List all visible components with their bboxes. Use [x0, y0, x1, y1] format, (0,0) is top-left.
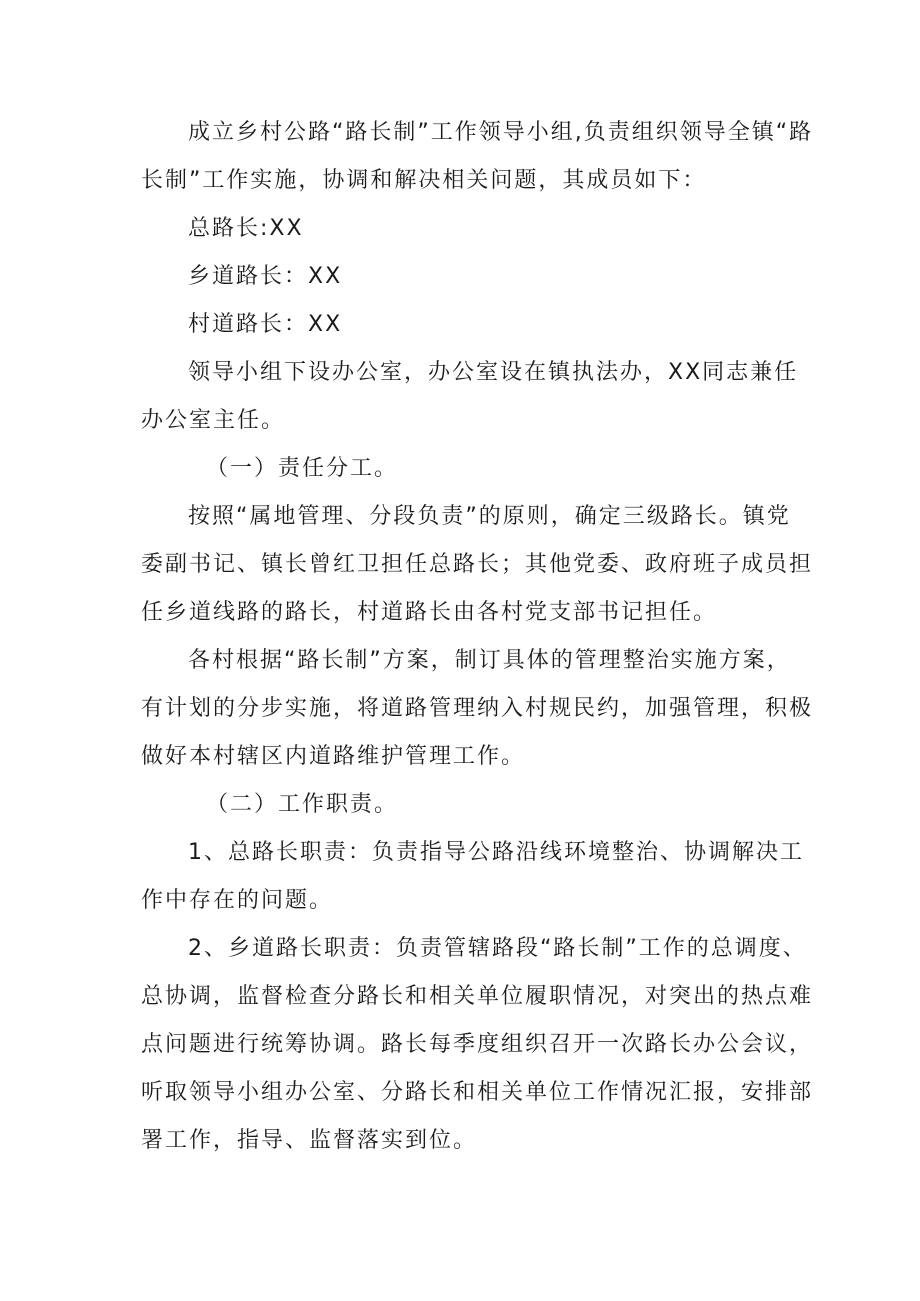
- division-line-3: 任乡道线路的路长，村道路长由各村党支部书记担任。: [141, 600, 718, 625]
- division-line-1: 按照“属地管理、分段负责”的原则，确定三级路长。镇党: [188, 504, 791, 529]
- duty-1-line-1: 1、总路长职责：负责指导公路沿线环境整治、协调解决工: [188, 840, 804, 865]
- office-line-1: 领导小组下设办公室，办公室设在镇执法办，XX同志兼任: [188, 360, 799, 385]
- section-heading-2: （二）工作职责。: [206, 792, 399, 817]
- village-plans-line-1: 各村根据“路长制”方案，制订具体的管理整治实施方案，: [188, 648, 791, 673]
- section-heading-1: （一）责任分工。: [206, 456, 399, 481]
- chief-road-chief-line: 总路长:XX: [188, 216, 304, 241]
- duty-2-line-5: 署工作，指导、监督落实到位。: [141, 1128, 478, 1153]
- duty-2-line-3: 点问题进行统筹协调。路长每季度组织召开一次路长办公会议，: [141, 1032, 814, 1057]
- duty-2-line-4: 听取领导小组办公室、分路长和相关单位工作情况汇报，安排部: [141, 1080, 814, 1105]
- village-road-chief-line: 村道路长：XX: [188, 312, 343, 337]
- duty-1-line-2: 作中存在的问题。: [141, 888, 334, 913]
- duty-2-line-1: 2、乡道路长职责：负责管辖路段“路长制”工作的总调度、: [188, 936, 807, 961]
- village-plans-line-3: 做好本村辖区内道路维护管理工作。: [141, 744, 526, 769]
- office-line-2: 办公室主任。: [141, 408, 286, 433]
- intro-line-2: 长制”工作实施，协调和解决相关问题，其成员如下：: [141, 168, 707, 193]
- intro-line-1: 成立乡村公路“路长制”工作领导小组,负责组织领导全镇“路: [188, 120, 814, 145]
- division-line-2: 委副书记、镇长曾红卫担任总路长；其他党委、政府班子成员担: [141, 552, 814, 577]
- village-plans-line-2: 有计划的分步实施，将道路管理纳入村规民约，加强管理，积极: [141, 696, 814, 721]
- township-road-chief-line: 乡道路长：XX: [188, 264, 343, 289]
- duty-2-line-2: 总协调，监督检查分路长和相关单位履职情况，对突出的热点难: [141, 984, 814, 1009]
